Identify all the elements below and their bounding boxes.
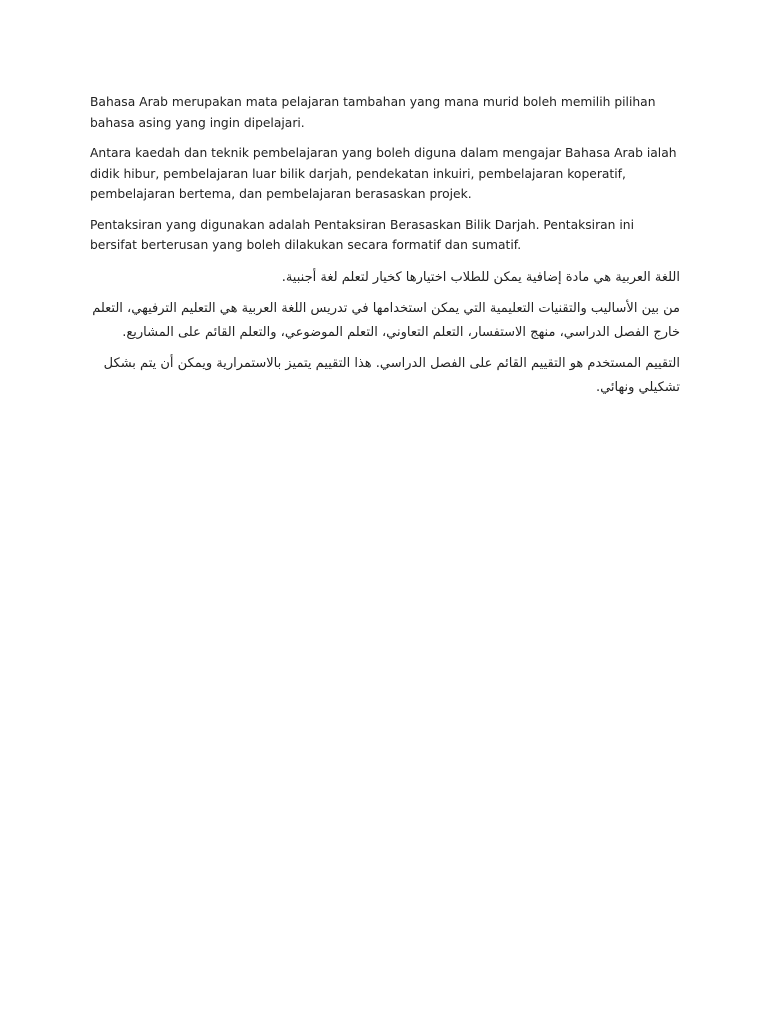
malay-paragraph-2: Antara kaedah dan teknik pembelajaran yang boleh diguna dalam mengajar Bahasa Arab ialah didik hibur, pembelajaran luar bilik darjah, pendekatan inkuiri, pembelajaran koperatif, pembelajaran bertema, dan pembelajaran berasaskan projek. xyxy=(90,146,677,201)
malay-paragraph-3: Pentaksiran yang digunakan adalah Pentaksiran Berasaskan Bilik Darjah. Pentaksiran ini bersifat berterusan yang boleh dilakukan secara formatif dan sumatif. xyxy=(90,217,634,252)
document-body xyxy=(90,92,680,407)
arabic-paragraph-1: اللغة العربية هي مادة إضافية يمكن للطلاب اختيارها كخيار لتعلم لغة أجنبية. xyxy=(281,269,680,285)
malay-paragraph-1: Bahasa Arab merupakan mata pelajaran tambahan yang mana murid boleh memilih pilihan bahasa asing yang ingin dipelajari. xyxy=(90,95,656,130)
arabic-paragraph-2: من بين الأساليب والتقنيات التعليمية التي يمكن استخدامها في تدريس اللغة العربية هي التعليم الترفيهي، التعلم خارج الفصل الدراسي، منهج الاستفسار، التعلم التعاوني، التعلم الموضوعي، والتعلم القائم على المشاريع. xyxy=(92,301,680,340)
arabic-paragraph-3: التقييم المستخدم هو التقييم القائم على الفصل الدراسي. هذا التقييم يتميز بالاستمرارية ويمكن أن يتم بشكل تشكيلي ونهائي. xyxy=(103,356,680,395)
